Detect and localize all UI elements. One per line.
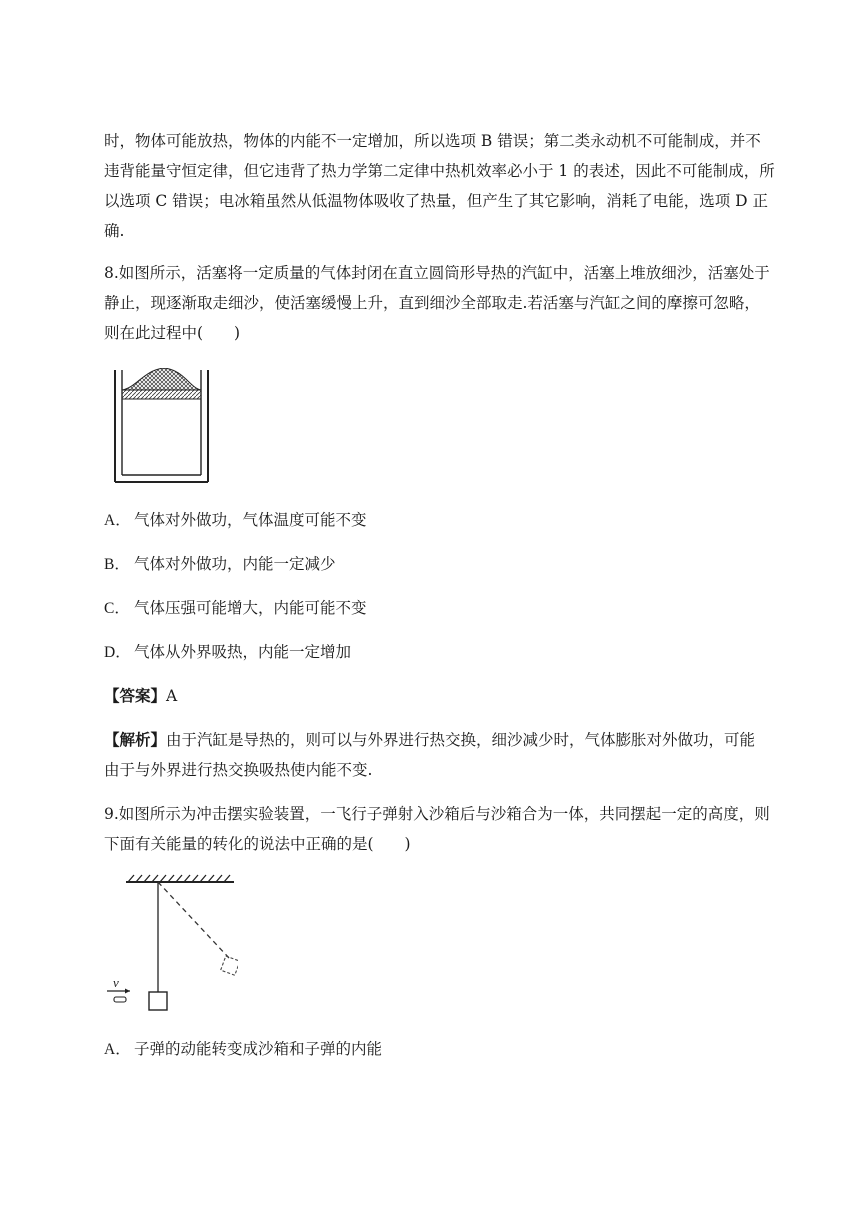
text-line: 以选项 C 错误；电冰箱虽然从低温物体吸收了热量，但产生了其它影响，消耗了电能，选项 D 正 xyxy=(104,192,768,210)
text-line: 违背能量守恒定律，但它违背了热力学第二定律中热机效率必小于 1 的表述，因此不可能制成，所 xyxy=(104,162,775,180)
text-line: 由于与外界进行热交换吸热使内能不变. xyxy=(104,761,373,779)
sand-box xyxy=(149,992,167,1010)
text-line: 静止，现逐渐取走细沙，使活塞缓慢上升，直到细沙全部取走.若活塞与汽缸之间的摩擦可忽略， xyxy=(104,294,760,312)
option-text: 气体对外做功，气体温度可能不变 xyxy=(134,511,367,529)
option-text: 子弹的动能转变成沙箱和子弹的内能 xyxy=(134,1040,383,1058)
question-8-stem xyxy=(104,258,770,348)
option-b xyxy=(104,553,336,576)
question-9-stem xyxy=(104,799,770,859)
question-8-answer xyxy=(104,685,177,707)
answer-label: 【答案】 xyxy=(104,686,167,705)
analysis-label: 【解析】 xyxy=(104,730,167,749)
option-a xyxy=(104,509,367,532)
piston xyxy=(122,390,201,399)
cylinder-piston-figure xyxy=(108,368,218,484)
ceiling-hatch xyxy=(128,875,230,882)
text-line: 确. xyxy=(104,222,125,240)
option-text: 气体压强可能增大，内能可能不变 xyxy=(134,599,367,617)
option-c xyxy=(104,597,367,620)
option-text: 气体对外做功，内能一定减少 xyxy=(134,555,336,573)
analysis-text: 由于汽缸是导热的，则可以与外界进行热交换，细沙减少时，气体膨胀对外做功，可能 xyxy=(166,731,756,749)
option-d xyxy=(104,641,351,664)
option-key: A． xyxy=(104,1041,131,1058)
q9-option-a xyxy=(104,1038,382,1061)
text-line: 则在此过程中( ) xyxy=(104,324,241,342)
option-key: A． xyxy=(104,512,131,529)
sand-heap xyxy=(122,368,201,390)
velocity-label: v xyxy=(113,975,119,990)
previous-analysis-continuation xyxy=(104,126,775,246)
question-8-analysis xyxy=(104,725,756,785)
swung-box xyxy=(221,956,238,975)
bullet xyxy=(114,997,126,1002)
text-line: 时，物体可能放热，物体的内能不一定增加，所以选项 B 错误；第二类永动机不可能制成，并不 xyxy=(104,132,761,150)
text-line: 8.如图所示，活塞将一定质量的气体封闭在直立圆筒形导热的汽缸中，活塞上堆放细沙，活塞处于 xyxy=(104,264,770,282)
option-key: C． xyxy=(104,600,130,617)
text-line xyxy=(104,725,756,755)
option-key: D． xyxy=(104,644,131,661)
ballistic-pendulum-figure xyxy=(104,870,238,1016)
text-line: 下面有关能量的转化的说法中正确的是( ) xyxy=(104,835,411,853)
option-key: B． xyxy=(104,556,130,573)
text-line: 9.如图所示为冲击摆实验装置，一飞行子弹射入沙箱后与沙箱合为一体，共同摆起一定的高度，则 xyxy=(104,805,770,823)
answer-value: A xyxy=(166,687,178,705)
option-text: 气体从外界吸热，内能一定增加 xyxy=(134,643,352,661)
